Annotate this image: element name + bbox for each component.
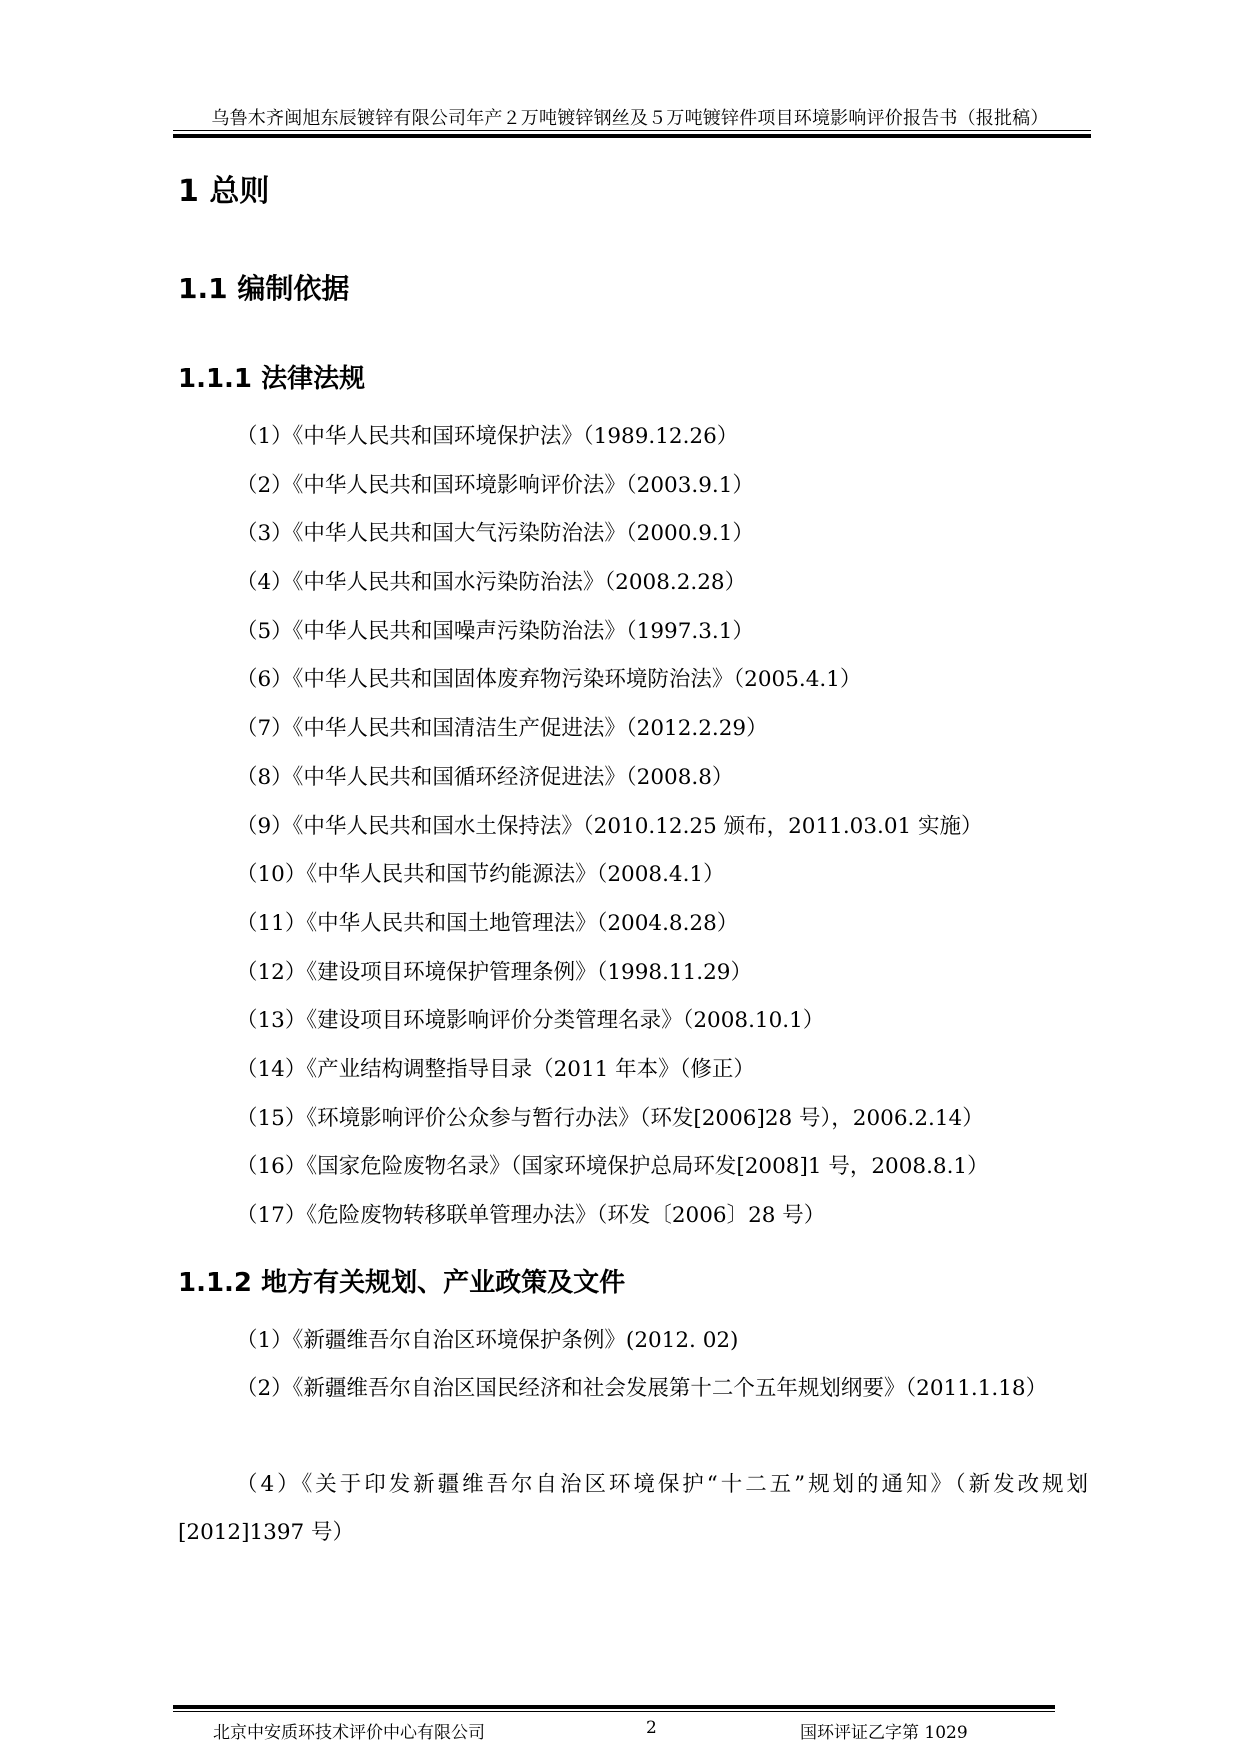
list-item: （2）《中华人民共和国环境影响评价法》（2003.9.1） <box>236 472 754 498</box>
list-item: （1）《中华人民共和国环境保护法》（1989.12.26） <box>236 424 739 449</box>
running-header: 乌鲁木齐闽旭东辰镀锌有限公司年产２万吨镀锌钢丝及５万吨镀锌件项目环境影响评价报告书（报批稿） <box>211 108 1049 129</box>
list-item: （5）《中华人民共和国噪声污染防治法》（1997.3.1） <box>236 618 754 644</box>
footer-certificate: 国环评证乙字第 1029 <box>800 1723 968 1743</box>
local-item-4: （4）《关于印发新疆维吾尔自治区环境保护“十二五”规划的通知》（新发改规划[2012]1397 号） <box>178 1472 1088 1545</box>
list-item: （7）《中华人民共和国清洁生产促进法》（2012.2.29） <box>236 716 768 742</box>
subsection-title-local: 1.1.2 地方有关规划、产业政策及文件 <box>178 1268 626 1298</box>
local-item-2: （2）《新疆维吾尔自治区国民经济和社会发展第十二个五年规划纲要》（2011.1.18） <box>236 1376 1048 1401</box>
list-item: （3）《中华人民共和国大气污染防治法》（2000.9.1） <box>236 521 754 547</box>
list-item: （6）《中华人民共和国固体废弃物污染环境防治法》（2005.4.1） <box>236 667 862 693</box>
list-item: （10）《中华人民共和国节约能源法》（2008.4.1） <box>236 862 725 888</box>
subsection-title-laws: 1.1.1 法律法规 <box>178 364 366 394</box>
local-item-1: （1）《新疆维吾尔自治区环境保护条例》(2012. 02) <box>236 1328 739 1353</box>
chapter-title: 1 总则 <box>178 174 270 209</box>
footer-rule-thin <box>173 1711 1055 1712</box>
footer-page-number: 2 <box>646 1718 657 1738</box>
list-item: （14）《产业结构调整指导目录（2011 年本》（修正） <box>236 1056 755 1082</box>
list-item: （9）《中华人民共和国水土保持法》（2010.12.25 颁布，2011.03.01 实施） <box>236 813 983 839</box>
list-item: （13）《建设项目环境影响评价分类管理名录》（2008.10.1） <box>236 1008 825 1034</box>
list-item: （12）《建设项目环境保护管理条例》（1998.11.29） <box>236 959 752 985</box>
footer-rule-thick <box>173 1705 1055 1709</box>
header-rule-thin <box>173 130 1091 131</box>
laws-list <box>236 413 989 1241</box>
list-item: （4）《中华人民共和国水污染防治法》（2008.2.28） <box>236 570 747 596</box>
list-item: （8）《中华人民共和国循环经济促进法》（2008.8） <box>236 764 734 790</box>
list-item: （17）《危险废物转移联单管理办法》（环发〔2006〕28 号） <box>236 1203 826 1228</box>
header-rule-thick <box>173 134 1091 138</box>
section-title: 1.1 编制依据 <box>178 272 350 305</box>
footer-company: 北京中安质环技术评价中心有限公司 <box>213 1723 485 1743</box>
list-item: （15）《环境影响评价公众参与暂行办法》（环发[2006]28 号），2006.2.14） <box>236 1105 984 1131</box>
list-item: （16）《国家危险废物名录》（国家环境保护总局环发[2008]1 号，2008.8.1） <box>236 1154 989 1180</box>
list-item: （11）《中华人民共和国土地管理法》（2004.8.28） <box>236 910 739 936</box>
